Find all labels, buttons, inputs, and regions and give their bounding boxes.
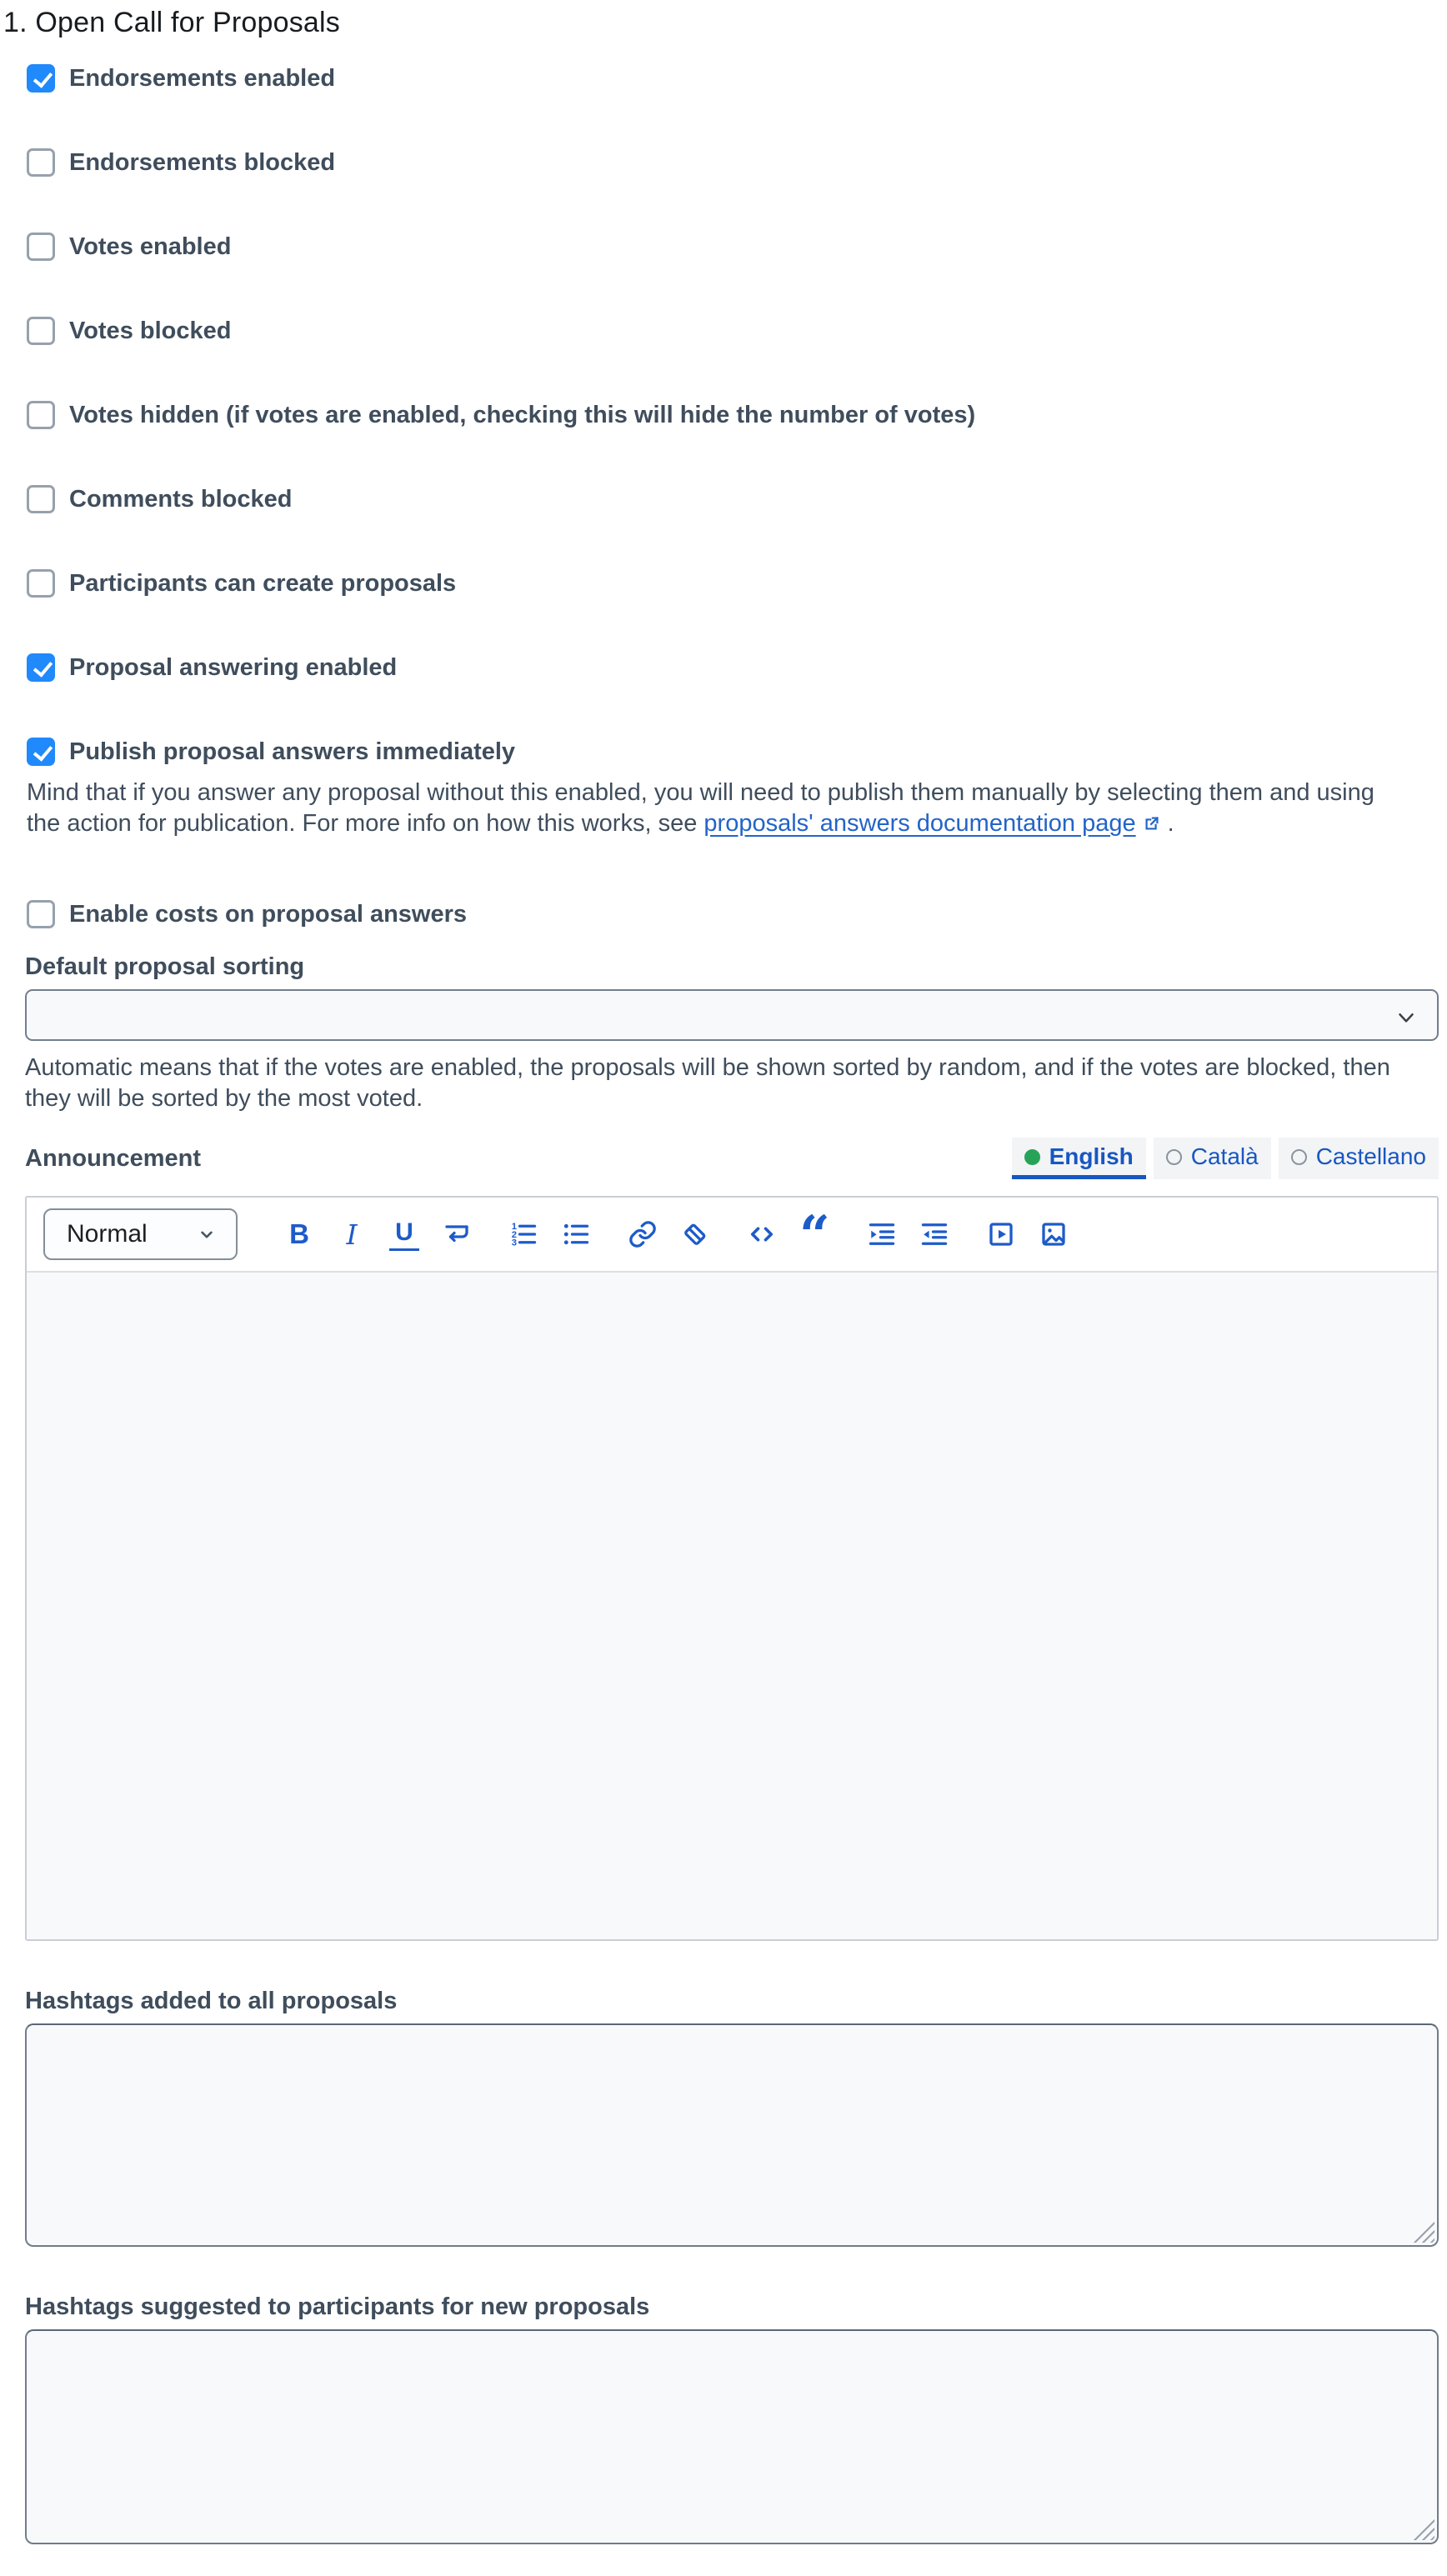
checkbox-icon[interactable]: [27, 64, 55, 93]
editor-toolbar: [27, 1198, 1437, 1273]
blockquote-icon[interactable]: “: [799, 1204, 830, 1267]
hashtags-added-wrap: [25, 2023, 1439, 2247]
language-tab-castellano[interactable]: [1279, 1138, 1439, 1179]
toolbar-group-text-style: [284, 1218, 472, 1251]
checkbox-label: Votes hidden (if votes are enabled, checking this will hide the number of votes): [69, 401, 976, 428]
link-icon[interactable]: [628, 1218, 658, 1251]
underline-icon[interactable]: U: [389, 1218, 419, 1251]
announcement-label: Announcement: [25, 1144, 202, 1172]
checkbox-label: Endorsements blocked: [69, 148, 336, 176]
toolbar-group-code-quote: [747, 1204, 830, 1267]
language-tab-label: Català: [1190, 1143, 1259, 1169]
checkbox-label: Votes enabled: [69, 233, 232, 260]
bold-icon[interactable]: B: [289, 1218, 309, 1249]
language-tabs: [1012, 1138, 1439, 1179]
hashtags-added-textarea[interactable]: [25, 2023, 1439, 2247]
checkbox-icon[interactable]: [27, 900, 55, 928]
section-title: 1. Open Call for Proposals: [3, 7, 340, 38]
checkbox-label: Proposal answering enabled: [69, 653, 398, 681]
chevron-down-icon: [1394, 1005, 1419, 1030]
paragraph-style-dropdown[interactable]: [43, 1208, 238, 1260]
language-tab-catala[interactable]: [1154, 1138, 1271, 1179]
checkbox-label: Comments blocked: [69, 485, 293, 513]
code-icon[interactable]: [747, 1218, 777, 1251]
format-clear-icon[interactable]: [680, 1218, 710, 1251]
hashtags-suggested-field: [25, 2293, 1439, 2544]
line-break-icon[interactable]: [442, 1218, 472, 1251]
checkbox-icon[interactable]: [27, 653, 55, 682]
toolbar-group-indent: [867, 1218, 949, 1251]
hashtags-suggested-textarea[interactable]: [25, 2329, 1439, 2544]
svg-text:2: 2: [511, 1229, 518, 1240]
checkbox-label: Enable costs on proposal answers: [69, 900, 468, 928]
language-tab-label: English: [1049, 1143, 1134, 1169]
default-sorting-field: [25, 953, 1439, 1114]
checkbox-label: Publish proposal answers immediately: [69, 738, 516, 765]
announcement-header: [25, 1138, 1439, 1179]
toolbar-group-lists: [508, 1218, 591, 1251]
chevron-down-icon: [196, 1223, 218, 1245]
checkbox-icon[interactable]: [27, 401, 55, 429]
checkbox-row-votes-hidden[interactable]: [27, 401, 1439, 429]
checkbox-icon[interactable]: [27, 738, 55, 766]
checkbox-icon[interactable]: [27, 317, 55, 345]
toolbar-group-media: [986, 1218, 1069, 1251]
checkbox-row-publish-answers[interactable]: [27, 738, 1439, 766]
checkbox-icon[interactable]: [27, 148, 55, 177]
paragraph-style-value: Normal: [67, 1220, 148, 1248]
checkbox-row-votes-blocked[interactable]: [27, 317, 1439, 345]
indent-increase-icon[interactable]: [867, 1218, 897, 1251]
toolbar-group-link: [628, 1218, 710, 1251]
proposals-answers-doc-link[interactable]: proposals' answers documentation page: [703, 810, 1136, 837]
editor-body[interactable]: [27, 1273, 1437, 1939]
language-tab-english[interactable]: [1012, 1138, 1146, 1179]
video-icon[interactable]: [986, 1218, 1016, 1251]
external-link-icon: [1143, 814, 1161, 833]
italic-icon[interactable]: I: [346, 1218, 358, 1251]
checkbox-row-endorsements-enabled[interactable]: [27, 64, 1439, 93]
help-text-after: .: [1160, 810, 1174, 837]
svg-text:3: 3: [511, 1238, 518, 1248]
hashtags-suggested-wrap: [25, 2329, 1439, 2544]
language-tab-label: Castellano: [1315, 1143, 1426, 1169]
indent-decrease-icon[interactable]: [919, 1218, 949, 1251]
image-icon[interactable]: [1039, 1218, 1069, 1251]
language-status-dot: [1024, 1149, 1040, 1165]
default-sorting-select[interactable]: [25, 989, 1439, 1041]
default-sorting-label: Default proposal sorting: [25, 953, 305, 980]
checkbox-label: Endorsements enabled: [69, 64, 336, 92]
checkbox-row-votes-enabled[interactable]: [27, 233, 1439, 261]
checkbox-icon[interactable]: [27, 485, 55, 513]
checkbox-label: Votes blocked: [69, 317, 232, 344]
checkbox-row-endorsements-blocked[interactable]: [27, 148, 1439, 177]
checkbox-row-participants-create[interactable]: [27, 569, 1439, 598]
checkbox-icon[interactable]: [27, 569, 55, 598]
hashtags-suggested-label: Hashtags suggested to participants for new proposals: [25, 2293, 650, 2320]
language-status-dot: [1291, 1149, 1307, 1165]
default-sorting-help: Automatic means that if the votes are enabled, the proposals will be shown sorted by random, and if the votes are blocked, then they will be sorted by the most voted.: [25, 1054, 1390, 1112]
language-status-dot: [1166, 1149, 1182, 1165]
help-text: Mind that if you answer any proposal without this enabled, you will need to publish them manually by selecting them and using the action for publication. For more info on how this works, see: [27, 779, 1374, 837]
announcement-editor: [25, 1196, 1439, 1941]
hashtags-added-label: Hashtags added to all proposals: [25, 1988, 398, 2014]
checkbox-row-enable-costs[interactable]: [27, 900, 1439, 928]
svg-text:1: 1: [511, 1222, 518, 1232]
checkbox-label: Participants can create proposals: [69, 569, 457, 597]
list-unordered-icon[interactable]: [561, 1218, 591, 1251]
publish-answers-help: [27, 778, 1410, 839]
checkbox-row-comments-blocked[interactable]: [27, 485, 1439, 513]
hashtags-added-field: [25, 1988, 1439, 2247]
list-ordered-icon[interactable]: [508, 1218, 538, 1251]
checkbox-row-proposal-answering[interactable]: [27, 653, 1439, 682]
checkbox-icon[interactable]: [27, 233, 55, 261]
